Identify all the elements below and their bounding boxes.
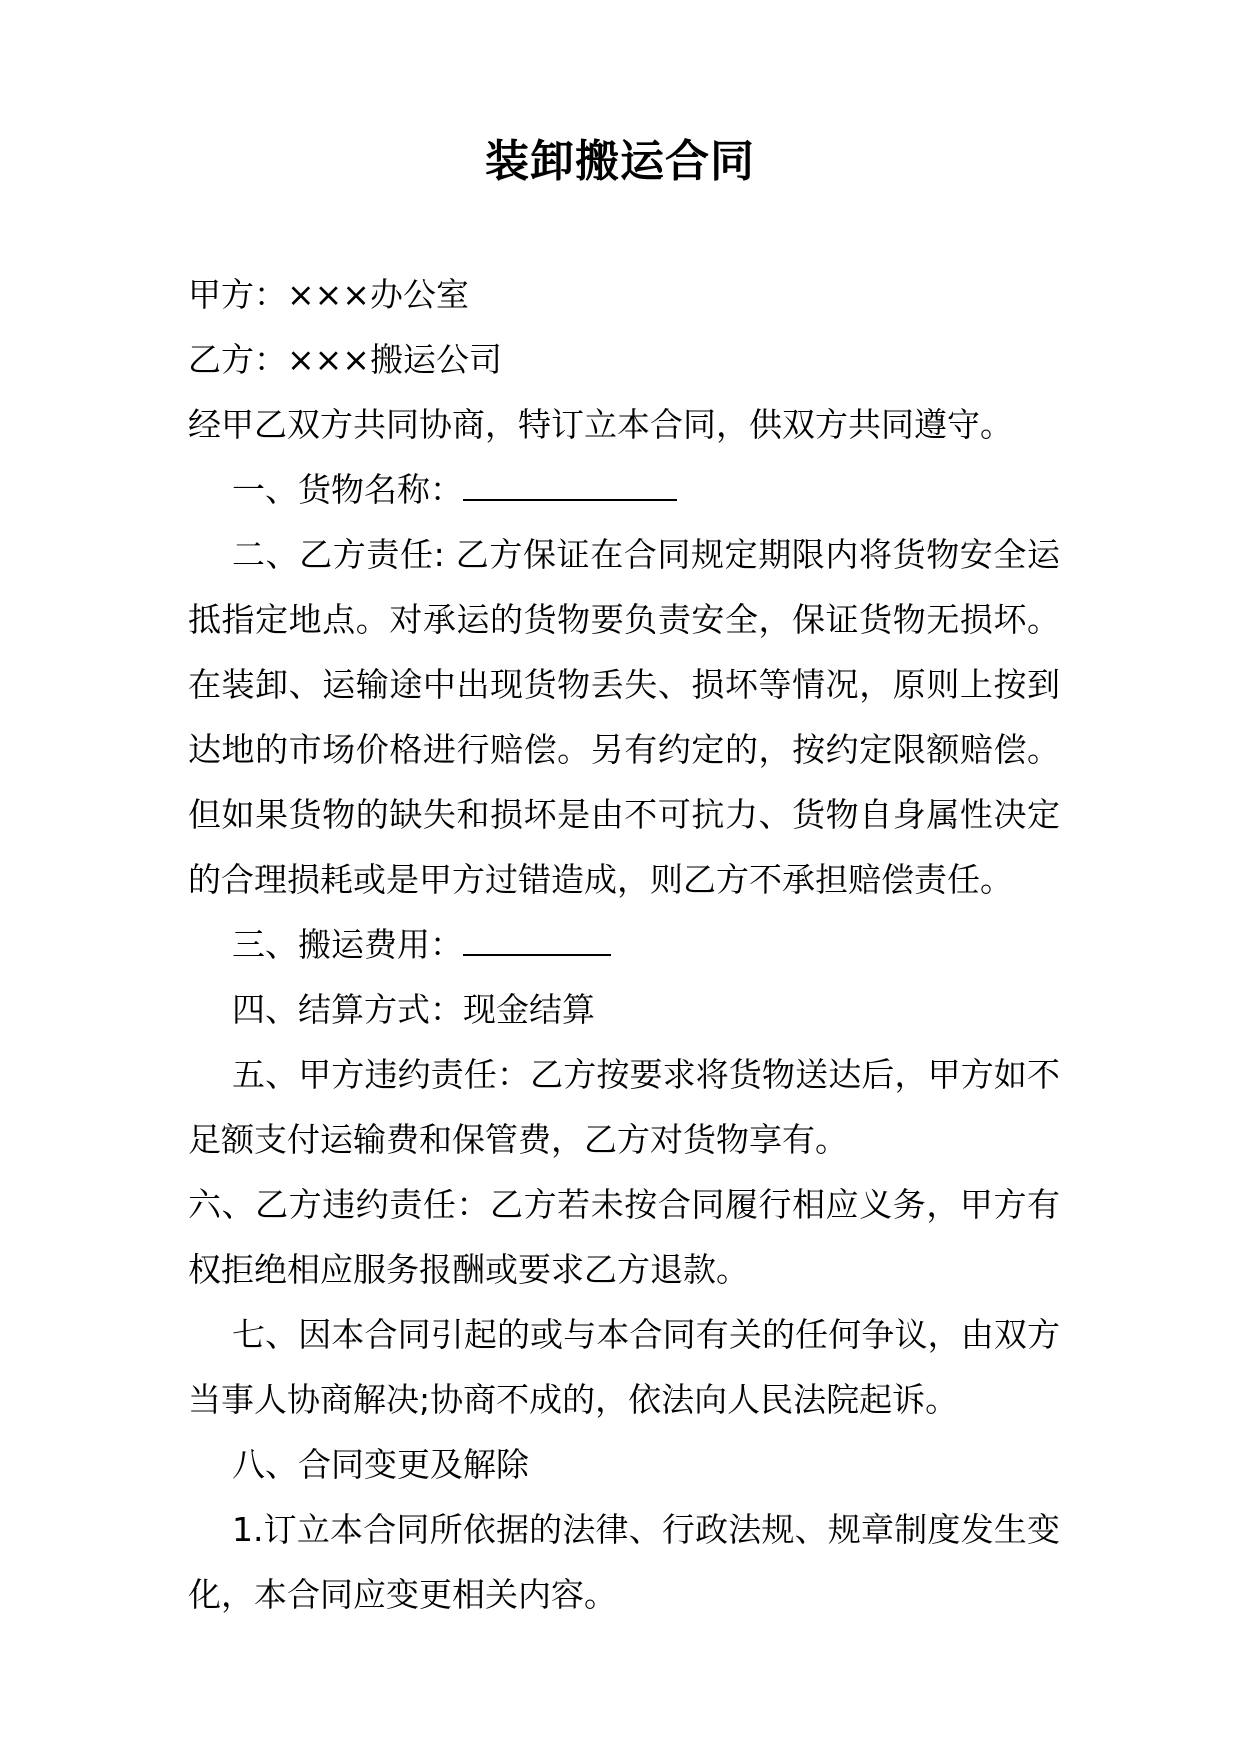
- clause-7: 七、因本合同引起的或与本合同有关的任何争议，由双方当事人协商解决;协商不成的，依法向人民法院起诉。: [188, 1315, 1060, 1419]
- goods-name-blank: [463, 467, 677, 501]
- clause-3: [188, 912, 1060, 977]
- clause-8: 八、合同变更及解除: [232, 1445, 529, 1484]
- clause-5: 五、甲方违约责任：乙方按要求将货物送达后，甲方如不足额支付运输费和保管费，乙方对货物享有。: [188, 1055, 1060, 1159]
- document-title: 装卸搬运合同: [485, 136, 755, 187]
- clause-1-text: 一、货物名称：: [232, 470, 463, 509]
- clause-8-1: 1.订立本合同所依据的法律、行政法规、规章制度发生变化，本合同应变更相关内容。: [188, 1510, 1060, 1614]
- clause-2: 二、乙方责任: 乙方保证在合同规定期限内将货物安全运抵指定地点。对承运的货物要负责安全，保证货物无损坏。在装卸、运输途中出现货物丢失、损坏等情况，原则上按到达地的市场价格进行赔偿。另有约定的，按约定限额赔偿。但如果货物的缺失和损坏是由不可抗力、货物自身属性决定的合理损耗或是甲方过错造成，则乙方不承担赔偿责任。: [188, 535, 1060, 899]
- clause-4: 四、结算方式：现金结算: [232, 990, 595, 1029]
- fee-blank: [463, 922, 611, 956]
- intro-paragraph: 经甲乙双方共同协商，特订立本合同，供双方共同遵守。: [188, 405, 1013, 444]
- party-a-line: 甲方：×××办公室: [188, 275, 469, 314]
- clause-6: 六、乙方违约责任：乙方若未按合同履行相应义务，甲方有权拒绝相应服务报酬或要求乙方退款。: [188, 1185, 1060, 1289]
- clause-1: [188, 457, 1060, 522]
- clause-3-text: 三、搬运费用：: [232, 925, 463, 964]
- document-body: [188, 262, 1060, 1627]
- party-b-line: 乙方：×××搬运公司: [188, 340, 502, 379]
